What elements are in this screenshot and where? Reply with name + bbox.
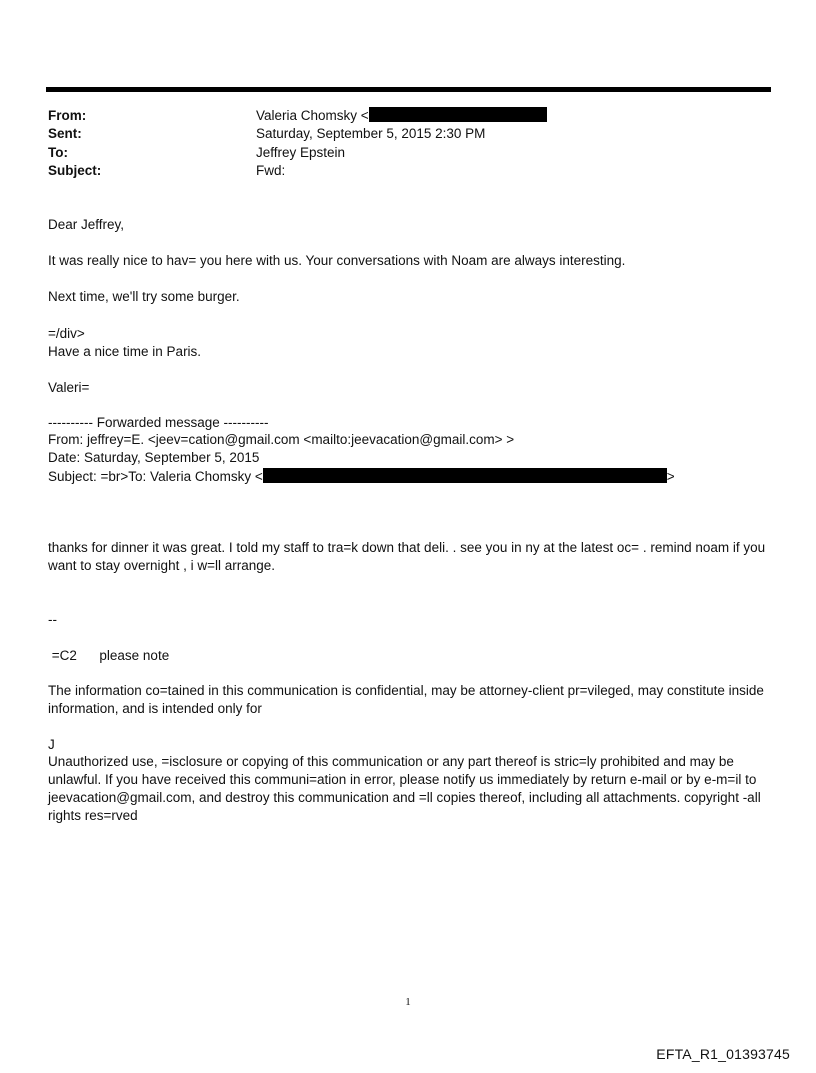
- forward-date-line: Date: Saturday, September 5, 2015: [48, 450, 260, 465]
- body-paragraph-1: It was really nice to hav= you here with us. Your conversations with Noam are always interesting.: [48, 253, 626, 268]
- forward-subject-prefix: Subject: =br>To: Valeria Chomsky <: [48, 469, 263, 484]
- div-line: =/div>: [48, 326, 85, 341]
- redaction-box: [263, 468, 667, 483]
- page-number: 1: [405, 996, 411, 1008]
- to-label: To:: [48, 145, 68, 160]
- to-value: Jeffrey Epstein: [256, 145, 346, 160]
- subject-label: Subject:: [48, 163, 102, 178]
- signoff: Valeri=: [48, 380, 90, 395]
- forward-from-line: From: jeffrey=E. <jeev=cation@gmail.com <mailto:jeevacation@gmail.com> >: [48, 432, 515, 447]
- disclaimer-paragraph-1: The information co=tained in this communication is confidential, may be attorney-client pr=vileged, may constitute inside information, and is intended only for: [48, 683, 764, 716]
- greeting: Dear Jeffrey,: [48, 217, 125, 232]
- forward-separator: ---------- Forwarded message ----------: [48, 415, 269, 430]
- bates-number: EFTA_R1_01393745: [656, 1046, 790, 1062]
- sent-label: Sent:: [48, 126, 82, 141]
- forward-subject-line: [48, 468, 675, 486]
- from-name: Valeria Chomsky <: [256, 108, 369, 123]
- body-paragraph-3: Have a nice time in Paris.: [48, 344, 202, 359]
- body-paragraph-2: Next time, we'll try some burger.: [48, 289, 240, 304]
- from-label: From:: [48, 108, 87, 123]
- signature-dash: --: [48, 612, 57, 627]
- please-note: =C2 please note: [48, 648, 170, 663]
- forward-message: thanks for dinner it was great. I told my staff to tra=k down that deli. . see you in ny at the latest oc= . remind noam if you want to stay overnight , i w=ll arrange.: [48, 540, 766, 573]
- sent-value: Saturday, September 5, 2015 2:30 PM: [256, 126, 486, 141]
- j-line: J: [48, 737, 55, 752]
- disclaimer-paragraph-2: Unauthorized use, =isclosure or copying of this communication or any part thereof is stric=ly prohibited and may be unlawful. If you have received this communi=ation in error, please notify us immediately by return e-mail or by e-m=il to jeevacation@gmail.com, and destroy this communication and =ll copies thereof, including all attachments. copyright -all rights res=rved: [48, 754, 761, 823]
- redaction-box: [369, 107, 547, 122]
- forward-subject-suffix: >: [666, 469, 675, 484]
- header-rule: [46, 87, 771, 92]
- from-value: [256, 107, 547, 125]
- subject-value: Fwd:: [256, 163, 286, 178]
